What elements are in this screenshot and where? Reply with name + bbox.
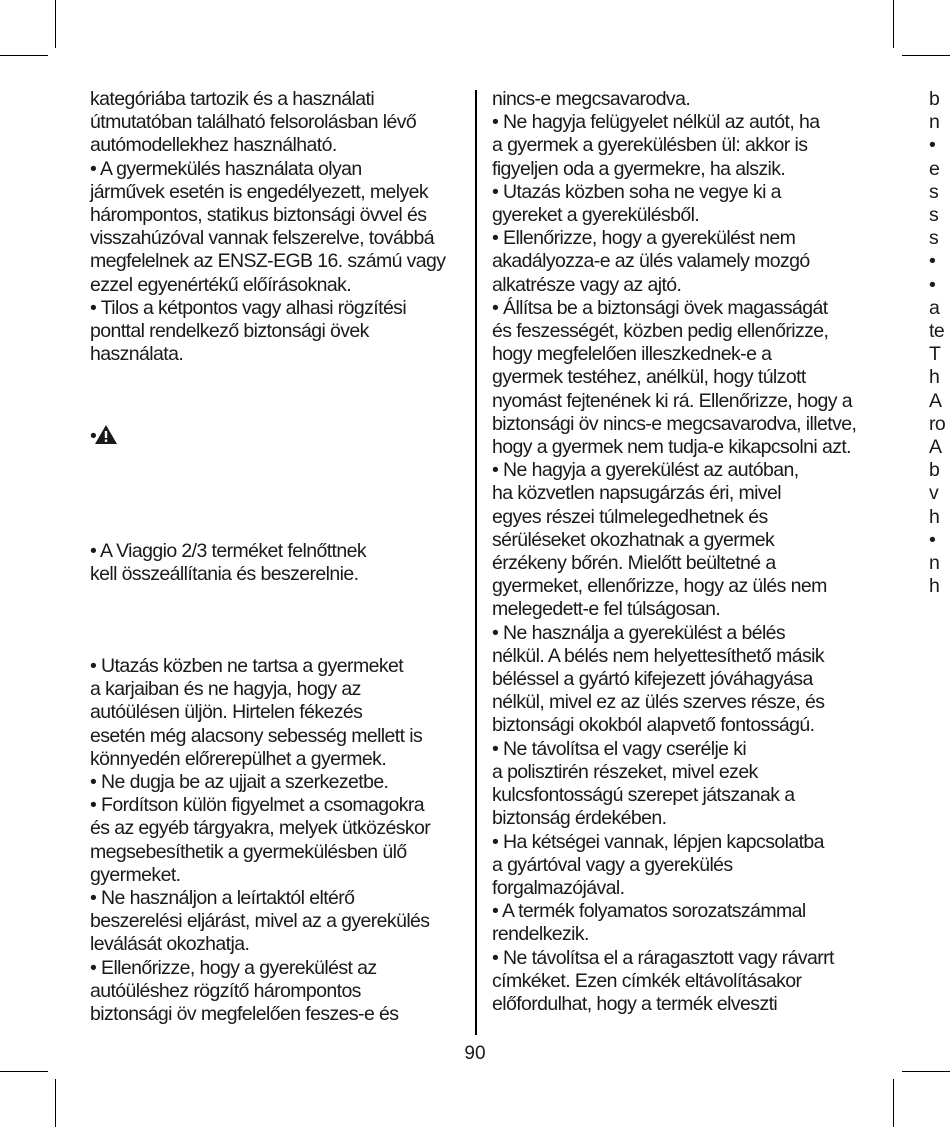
crop-mark: [0, 55, 48, 56]
lone-bullet: •: [90, 425, 97, 447]
crop-mark: [55, 1079, 56, 1127]
left-paragraph-2-text: • A Viaggio 2/3 terméket felnőttnek kell összeállítania és beszerelnie.: [90, 540, 366, 586]
column-divider: [475, 90, 477, 1035]
crop-mark: [893, 0, 894, 48]
left-paragraph-3: [90, 655, 465, 1026]
crop-mark: [0, 1071, 48, 1072]
left-paragraph-2: [90, 540, 465, 586]
page-number: 90: [464, 1043, 486, 1064]
middle-column-text: nincs-e megcsavarodva. • Ne hagyja felügyelet nélkül az autót, ha a gyermek a gyerekülésben ül: akkor is figyeljen oda a gyermekre, ha alszik. • Utazás közben soha ne vegye ki a gyereket a gyerekülésből. • Ellenőrizze, hogy a gyerekülést nem akadályozza-e az ülés valamely mozgó alkatrésze vagy az ajtó. • Állítsa be a biztonsági övek magasságát és feszességét, közben pedig ellenőrizze, hogy megfelelően illeszkednek-e a gyermek testéhez, anélkül, hogy túlzott nyomást fejtenének ki rá. Ellenőrizze, hogy a biztonsági öv nincs-e megcsavarodva, illetve, hogy a gyermek nem tudja-e kikapcsolni azt. • Ne hagyja a gyerekülést az autóban, ha közvetlen napsugárzás éri, mivel egyes részei túlmelegedhetnek és sérüléseket okozhatnak a gyermek érzékeny bőrén. Mielőtt beültetné a gyermeket, ellenőrizze, hogy az ülés nem melegedett-e fel túlságosan. • Ne használja a gyerekülést a bélés nélkül. A bélés nem helyettesíthető másik béléssel a gyártó kifejezett jóváhagyása nélkül, mivel ez az ülés szerves része, és biztonsági okokból alapvető fontosságú. • Ne távolítsa el vagy cserélje ki a polisztirén részeket, mivel ezek kulcsfontosságú szerepet játszanak a biztonság érdekében. • Ha kétségei vannak, lépjen kapcsolatba a gyártóval vagy a gyerekülés forgalmazójával. • A termék folyamatos sorozatszámmal rendelkezik. • Ne távolítsa el a ráragasztott vagy rávarrt címkéket. Ezen címkék eltávolításakor előfordulhat, hogy a termék elveszti: [492, 88, 857, 1015]
crop-mark: [902, 55, 950, 56]
left-column: [90, 88, 465, 366]
right-column-text: b n • e s s s • • a te T h A ro A b v h • n h: [929, 88, 946, 598]
middle-column: [492, 88, 867, 1016]
crop-mark: [893, 1079, 894, 1127]
right-column-fragment: [929, 88, 950, 598]
crop-mark: [55, 0, 56, 48]
left-paragraph-3-text: • Utazás közben ne tartsa a gyermeket a karjaiban és ne hagyja, hogy az autóülésen üljön. Hirtelen fékezés esetén még alacsony sebesség mellett is könnyedén előrerepülhet a gyermek. • Ne dugja be az ujjait a szerkezetbe. • Fordítson külön figyelmet a csomagokra és az egyéb tárgyakra, melyek ütközéskor megsebesíthetik a gyermekülésben ülő gyermeket. • Ne használjon a leírtaktól eltérő beszerelési eljárást, mivel az a gyerekülés leválását okozhatja. • Ellenőrizze, hogy a gyerekülést az autóüléshez rögzítő hárompontos biztonsági öv megfelelően feszes-e és: [90, 655, 431, 1026]
left-paragraph-1: kategóriába tartozik és a használati útmutatóban található felsorolásban lévő autómodellekhez használható. • A gyermekülés használata olyan járművek esetén is engedélyezett, melyek hárompontos, statikus biztonsági övvel és visszahúzóval vannak felszerelve, továbbá megfelelnek az ENSZ-EGB 16. számú vagy ezzel egyenértékű előírásoknak. • Tilos a kétpontos vagy alhasi rögzítési ponttal rendelkező biztonsági övek használata.: [90, 88, 446, 366]
crop-mark: [902, 1071, 950, 1072]
